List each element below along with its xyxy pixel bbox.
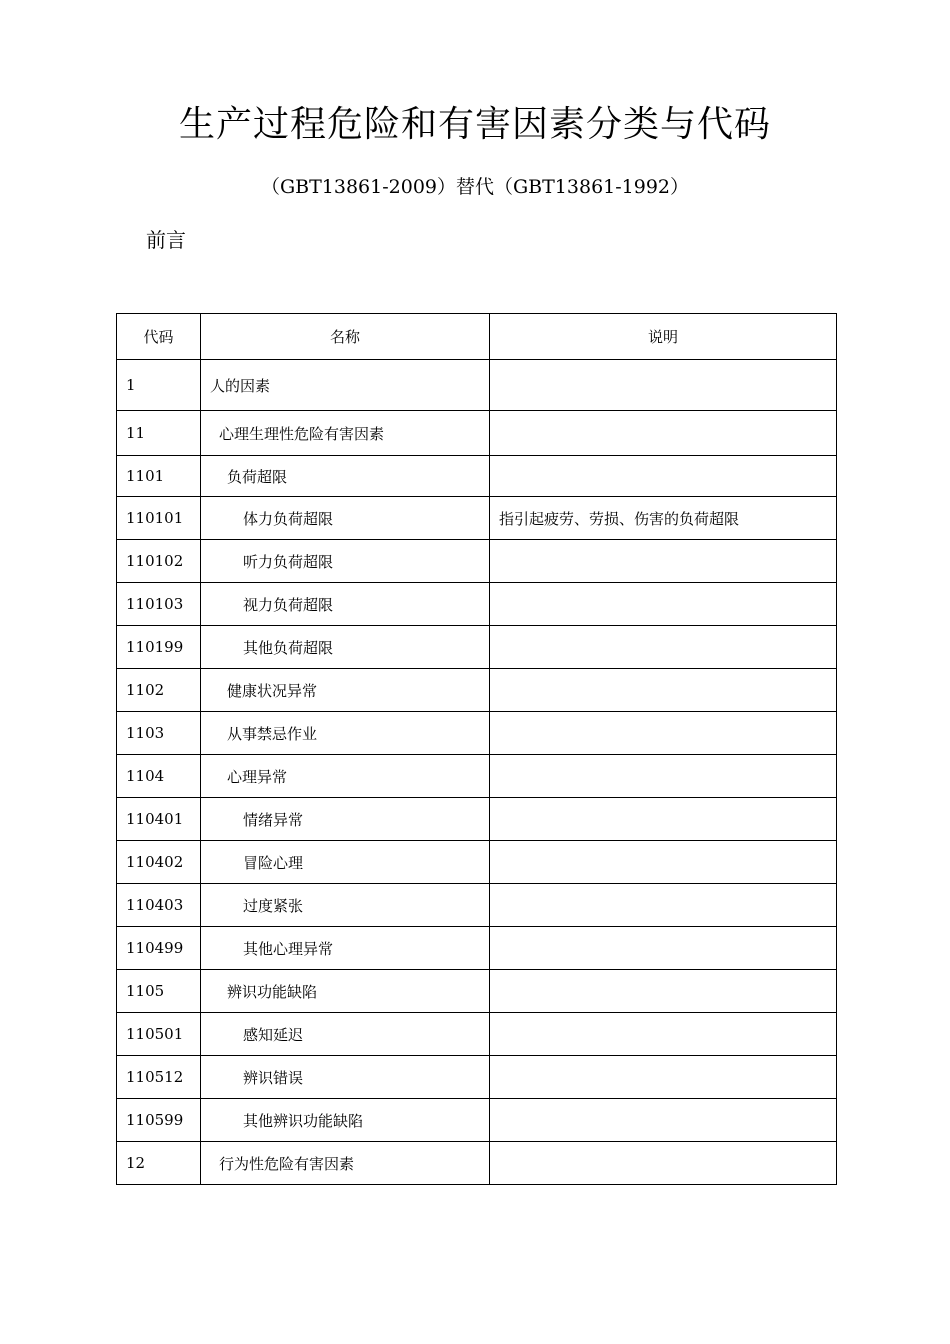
name-cell: 辨识错误 (201, 1056, 490, 1099)
table-row (117, 841, 837, 884)
header-code: 代码 (117, 314, 201, 360)
hazard-code-table (116, 313, 837, 1185)
code-cell: 1103 (117, 712, 201, 755)
header-description: 说明 (490, 314, 837, 360)
table-row (117, 669, 837, 712)
table-row (117, 798, 837, 841)
document-subtitle: （GBT13861-2009）替代（GBT13861-1992） (260, 176, 690, 198)
table-row (117, 970, 837, 1013)
description-cell (490, 1099, 837, 1142)
table-row (117, 884, 837, 927)
table-row (117, 712, 837, 755)
name-cell: 冒险心理 (201, 841, 490, 884)
description-cell (490, 626, 837, 669)
table-body (117, 360, 837, 1185)
name-cell: 行为性危险有害因素 (201, 1142, 490, 1185)
preface-heading: 前言 (146, 228, 186, 252)
code-cell: 1104 (117, 755, 201, 798)
table-row (117, 1099, 837, 1142)
description-cell (490, 411, 837, 456)
code-cell: 1105 (117, 970, 201, 1013)
name-cell: 视力负荷超限 (201, 583, 490, 626)
name-cell: 听力负荷超限 (201, 540, 490, 583)
table-row (117, 1056, 837, 1099)
code-cell: 12 (117, 1142, 201, 1185)
description-cell (490, 884, 837, 927)
code-cell: 11 (117, 411, 201, 456)
description-cell (490, 1142, 837, 1185)
name-cell: 辨识功能缺陷 (201, 970, 490, 1013)
name-cell: 感知延迟 (201, 1013, 490, 1056)
code-cell: 110401 (117, 798, 201, 841)
name-cell: 心理异常 (201, 755, 490, 798)
description-cell (490, 1013, 837, 1056)
table-row (117, 1013, 837, 1056)
name-cell: 情绪异常 (201, 798, 490, 841)
name-cell: 心理生理性危险有害因素 (201, 411, 490, 456)
description-cell (490, 927, 837, 970)
code-cell: 1102 (117, 669, 201, 712)
table-row (117, 456, 837, 497)
code-cell: 110199 (117, 626, 201, 669)
name-cell: 健康状况异常 (201, 669, 490, 712)
code-cell: 110501 (117, 1013, 201, 1056)
description-cell (490, 841, 837, 884)
description-cell (490, 669, 837, 712)
description-cell (490, 755, 837, 798)
description-cell (490, 456, 837, 497)
description-cell (490, 1056, 837, 1099)
code-cell: 110599 (117, 1099, 201, 1142)
description-cell (490, 970, 837, 1013)
code-cell: 110101 (117, 497, 201, 540)
name-cell: 其他辨识功能缺陷 (201, 1099, 490, 1142)
name-cell: 负荷超限 (201, 456, 490, 497)
name-cell: 人的因素 (201, 360, 490, 411)
table-row (117, 1142, 837, 1185)
code-cell: 110103 (117, 583, 201, 626)
table-row (117, 411, 837, 456)
table-row (117, 360, 837, 411)
description-cell (490, 798, 837, 841)
description-cell (490, 360, 837, 411)
table-header-row (117, 314, 837, 360)
name-cell: 其他负荷超限 (201, 626, 490, 669)
code-cell: 110402 (117, 841, 201, 884)
description-cell (490, 540, 837, 583)
name-cell: 从事禁忌作业 (201, 712, 490, 755)
table-row (117, 755, 837, 798)
name-cell: 体力负荷超限 (201, 497, 490, 540)
code-cell: 110512 (117, 1056, 201, 1099)
table-row (117, 626, 837, 669)
header-name: 名称 (201, 314, 490, 360)
code-cell: 110499 (117, 927, 201, 970)
name-cell: 过度紧张 (201, 884, 490, 927)
table-row (117, 927, 837, 970)
table-row (117, 583, 837, 626)
description-cell (490, 712, 837, 755)
code-cell: 110403 (117, 884, 201, 927)
description-cell: 指引起疲劳、劳损、伤害的负荷超限 (490, 497, 837, 540)
document-title: 生产过程危险和有害因素分类与代码 (178, 104, 771, 145)
code-cell: 1 (117, 360, 201, 411)
code-cell: 110102 (117, 540, 201, 583)
code-cell: 1101 (117, 456, 201, 497)
table-row (117, 497, 837, 540)
description-cell (490, 583, 837, 626)
name-cell: 其他心理异常 (201, 927, 490, 970)
table-row (117, 540, 837, 583)
